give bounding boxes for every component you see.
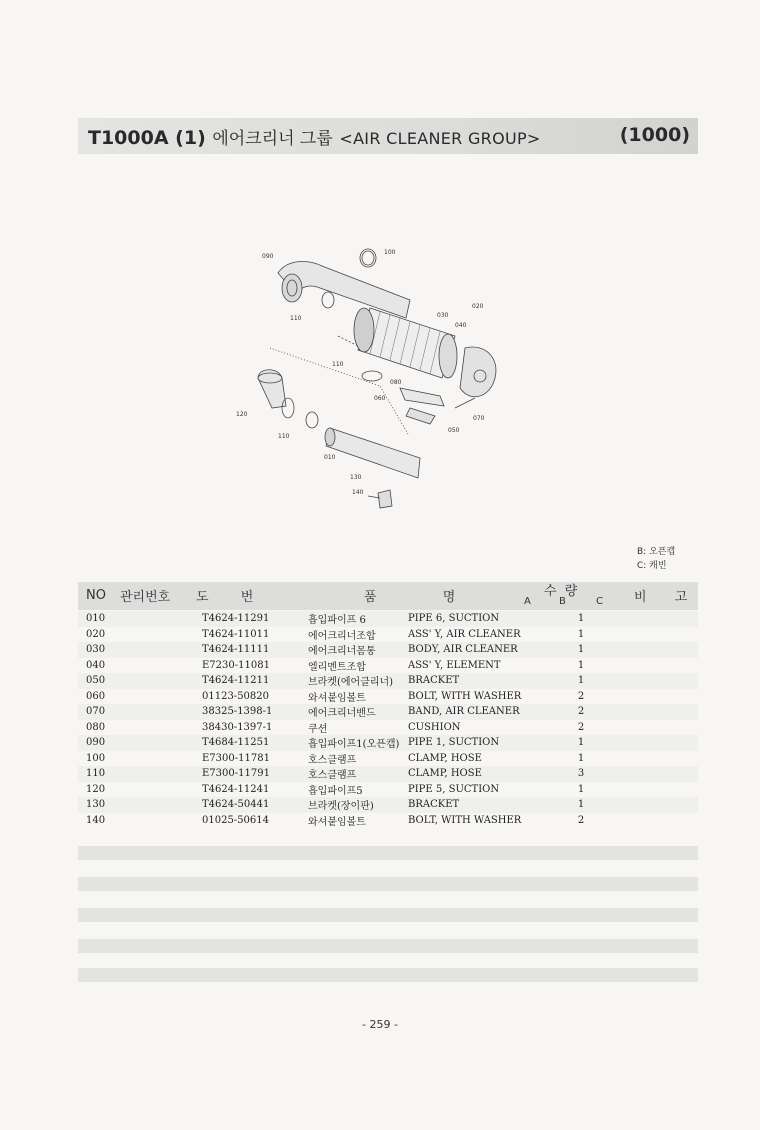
callout-080: 080 xyxy=(390,379,402,386)
remarks-cell xyxy=(632,689,698,705)
table-row xyxy=(78,813,698,829)
callout-020: 020 xyxy=(472,303,484,310)
drawing-no-cell: T4624-11111 xyxy=(202,642,308,658)
qty-c-cell xyxy=(592,735,632,751)
qty-a-cell xyxy=(558,720,570,736)
callout-130: 130 xyxy=(350,474,362,481)
qty-b-cell: 1 xyxy=(570,642,592,658)
part-no-cell: 130 xyxy=(78,797,202,813)
part-name-kr-cell: 브라켓(장이판) xyxy=(308,797,408,813)
drawing-no-cell: T4624-11011 xyxy=(202,627,308,643)
remarks-cell xyxy=(632,735,698,751)
exploded-parts-diagram xyxy=(230,238,510,518)
qty-b-cell: 2 xyxy=(570,813,592,829)
drawing-no-cell: T4624-50441 xyxy=(202,797,308,813)
part-no-cell: 070 xyxy=(78,704,202,720)
callout-110: 110 xyxy=(278,433,290,440)
part-name-kr-cell: 에어크리너몸통 xyxy=(308,642,408,658)
qty-b-cell: 2 xyxy=(570,720,592,736)
qty-c-cell xyxy=(592,704,632,720)
empty-row-stripe xyxy=(78,968,698,982)
drawing-no-cell: T4624-11241 xyxy=(202,782,308,798)
variant-legend xyxy=(637,545,675,573)
drawing-no-cell: E7300-11781 xyxy=(202,751,308,767)
qty-c-cell xyxy=(592,658,632,674)
callout-120: 120 xyxy=(236,411,248,418)
table-row xyxy=(78,704,698,720)
callout-050: 050 xyxy=(448,427,460,434)
table-row xyxy=(78,766,698,782)
qty-a-cell xyxy=(558,658,570,674)
part-name-kr-cell: 와셔붙임볼트 xyxy=(308,689,408,705)
qty-a-cell xyxy=(558,766,570,782)
title-korean: 에어크리너 그룹 xyxy=(212,129,333,149)
parts-table-body xyxy=(78,611,698,828)
drawing-no-cell: 38325-1398-1 xyxy=(202,704,308,720)
qty-b-cell: 1 xyxy=(570,782,592,798)
part-name-en-cell: BOLT, WITH WASHER xyxy=(408,689,558,705)
remarks-cell xyxy=(632,766,698,782)
remarks-cell xyxy=(632,658,698,674)
table-row xyxy=(78,720,698,736)
qty-c-cell xyxy=(592,689,632,705)
part-name-en-cell: PIPE 1, SUCTION xyxy=(408,735,558,751)
title-bar xyxy=(78,118,698,154)
table-header xyxy=(78,582,698,610)
drawing-no-cell: T4684-11251 xyxy=(202,735,308,751)
qty-a-cell xyxy=(558,642,570,658)
title-english: <AIR CLEANER GROUP> xyxy=(339,129,541,148)
qty-a-cell xyxy=(558,735,570,751)
qty-c-cell xyxy=(592,720,632,736)
callout-090: 090 xyxy=(262,253,274,260)
part-no-cell: 020 xyxy=(78,627,202,643)
qty-b-cell: 1 xyxy=(570,735,592,751)
remarks-cell xyxy=(632,673,698,689)
table-row xyxy=(78,797,698,813)
part-name-kr-cell: 엘리멘트조합 xyxy=(308,658,408,674)
header-qty-a: A xyxy=(524,596,531,607)
part-name-en-cell: CLAMP, HOSE xyxy=(408,766,558,782)
drawing-no-cell: T4624-11211 xyxy=(202,673,308,689)
qty-b-cell: 3 xyxy=(570,766,592,782)
header-remarks: 비 고 xyxy=(634,590,688,605)
part-no-cell: 120 xyxy=(78,782,202,798)
qty-a-cell xyxy=(558,813,570,829)
empty-row-stripe xyxy=(78,846,698,860)
part-name-kr-cell: 브라켓(에어클리너) xyxy=(308,673,408,689)
part-no-cell: 040 xyxy=(78,658,202,674)
legend-cabin: C: 캐빈 xyxy=(637,561,667,571)
drawing-no-cell: 38430-1397-1 xyxy=(202,720,308,736)
callout-110: 110 xyxy=(332,361,344,368)
remarks-cell xyxy=(632,751,698,767)
part-name-kr-cell: 에어크리너조합 xyxy=(308,627,408,643)
part-name-kr-cell: 흡입파이프 6 xyxy=(308,611,408,627)
part-name-kr-cell: 호스클램프 xyxy=(308,766,408,782)
header-qty-c: C xyxy=(596,596,603,607)
table-row xyxy=(78,782,698,798)
diagram-linework xyxy=(258,249,496,508)
qty-c-cell xyxy=(592,766,632,782)
qty-b-cell: 1 xyxy=(570,797,592,813)
header-qty-b: B xyxy=(559,596,566,607)
table-row xyxy=(78,658,698,674)
callout-030: 030 xyxy=(437,312,449,319)
part-no-cell: 100 xyxy=(78,751,202,767)
table-row xyxy=(78,689,698,705)
part-no-cell: 080 xyxy=(78,720,202,736)
callout-100: 100 xyxy=(384,249,396,256)
callout-060: 060 xyxy=(374,395,386,402)
remarks-cell xyxy=(632,642,698,658)
drawing-no-cell: T4624-11291 xyxy=(202,611,308,627)
table-row xyxy=(78,627,698,643)
qty-a-cell xyxy=(558,797,570,813)
remarks-cell xyxy=(632,797,698,813)
part-no-cell: 140 xyxy=(78,813,202,829)
part-no-cell: 030 xyxy=(78,642,202,658)
remarks-cell xyxy=(632,627,698,643)
empty-row-stripe xyxy=(78,877,698,891)
qty-c-cell xyxy=(592,813,632,829)
callout-040: 040 xyxy=(455,322,467,329)
qty-c-cell xyxy=(592,627,632,643)
qty-c-cell xyxy=(592,611,632,627)
part-name-en-cell: ASS' Y, ELEMENT xyxy=(408,658,558,674)
table-row xyxy=(78,642,698,658)
qty-b-cell: 2 xyxy=(570,689,592,705)
page-title xyxy=(88,124,541,149)
part-name-kr-cell: 호스클램프 xyxy=(308,751,408,767)
qty-a-cell xyxy=(558,611,570,627)
callout-070: 070 xyxy=(473,415,485,422)
qty-a-cell xyxy=(558,673,570,689)
header-part-name: 품 명 xyxy=(364,590,456,605)
qty-c-cell xyxy=(592,751,632,767)
qty-a-cell xyxy=(558,751,570,767)
part-name-kr-cell: 흡입파이프1(오픈캡) xyxy=(308,735,408,751)
table-row xyxy=(78,611,698,627)
table-row xyxy=(78,751,698,767)
part-name-en-cell: CLAMP, HOSE xyxy=(408,751,558,767)
part-name-kr-cell: 흡입파이프5 xyxy=(308,782,408,798)
qty-c-cell xyxy=(592,782,632,798)
callout-110: 110 xyxy=(290,315,302,322)
parts-table xyxy=(78,611,698,828)
qty-a-cell xyxy=(558,782,570,798)
part-no-cell: 060 xyxy=(78,689,202,705)
part-name-kr-cell: 에어크리너밴드 xyxy=(308,704,408,720)
part-name-kr-cell: 와셔붙임볼트 xyxy=(308,813,408,829)
header-control-no: 관리번호 xyxy=(120,590,171,605)
qty-a-cell xyxy=(558,689,570,705)
remarks-cell xyxy=(632,704,698,720)
part-name-en-cell: PIPE 6, SUCTION xyxy=(408,611,558,627)
qty-b-cell: 1 xyxy=(570,673,592,689)
header-drawing-no: 도 번 xyxy=(196,590,254,605)
drawing-no-cell: E7230-11081 xyxy=(202,658,308,674)
qty-c-cell xyxy=(592,642,632,658)
qty-b-cell: 1 xyxy=(570,658,592,674)
qty-b-cell: 1 xyxy=(570,751,592,767)
remarks-cell xyxy=(632,813,698,829)
qty-a-cell xyxy=(558,704,570,720)
part-name-en-cell: PIPE 5, SUCTION xyxy=(408,782,558,798)
qty-c-cell xyxy=(592,797,632,813)
drawing-no-cell: 01025-50614 xyxy=(202,813,308,829)
part-name-en-cell: BRACKET xyxy=(408,673,558,689)
drawing-no-cell: 01123-50820 xyxy=(202,689,308,705)
empty-row-stripe xyxy=(78,939,698,953)
header-no: NO xyxy=(86,588,106,603)
qty-b-cell: 1 xyxy=(570,611,592,627)
table-row xyxy=(78,673,698,689)
part-name-en-cell: BODY, AIR CLEANER xyxy=(408,642,558,658)
remarks-cell xyxy=(632,611,698,627)
table-row xyxy=(78,735,698,751)
callout-140: 140 xyxy=(352,489,364,496)
part-no-cell: 050 xyxy=(78,673,202,689)
group-code: (1000) xyxy=(619,124,690,146)
empty-row-stripe xyxy=(78,908,698,922)
part-no-cell: 110 xyxy=(78,766,202,782)
part-no-cell: 090 xyxy=(78,735,202,751)
part-no-cell: 010 xyxy=(78,611,202,627)
part-name-kr-cell: 쿠션 xyxy=(308,720,408,736)
part-name-en-cell: BRACKET xyxy=(408,797,558,813)
qty-c-cell xyxy=(592,673,632,689)
drawing-no-cell: E7300-11791 xyxy=(202,766,308,782)
qty-b-cell: 1 xyxy=(570,627,592,643)
header-quantity: 수 량 xyxy=(544,584,578,599)
qty-a-cell xyxy=(558,627,570,643)
page-number: - 259 - xyxy=(362,1018,398,1031)
remarks-cell xyxy=(632,720,698,736)
legend-open-cab: B: 오픈캡 xyxy=(637,547,676,557)
part-name-en-cell: BAND, AIR CLEANER xyxy=(408,704,558,720)
callout-010: 010 xyxy=(324,454,336,461)
qty-b-cell: 2 xyxy=(570,704,592,720)
model-code: T1000A (1) xyxy=(88,127,206,149)
part-name-en-cell: CUSHION xyxy=(408,720,558,736)
part-name-en-cell: BOLT, WITH WASHER xyxy=(408,813,558,829)
remarks-cell xyxy=(632,782,698,798)
part-name-en-cell: ASS' Y, AIR CLEANER xyxy=(408,627,558,643)
